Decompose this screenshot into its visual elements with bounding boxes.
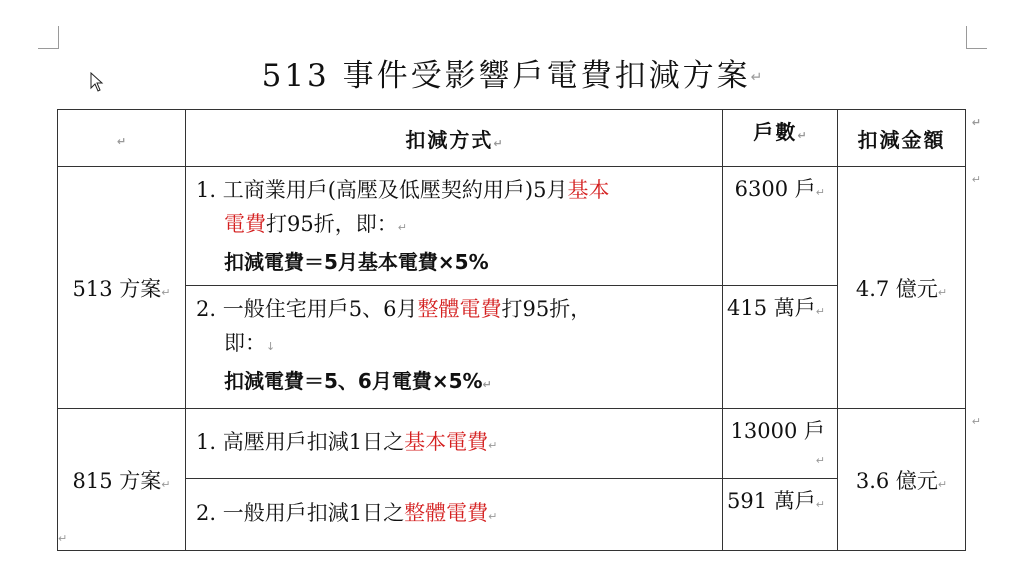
item-number: 2. xyxy=(196,297,217,321)
paragraph-mark-icon: ↵ xyxy=(971,173,981,186)
header-count-label: 戶數 xyxy=(753,120,798,144)
method-line xyxy=(196,326,722,364)
paragraph-mark-icon: ↵ xyxy=(482,378,492,391)
household-count: 415 萬戶 xyxy=(727,296,816,320)
method-text: 打95折，即： xyxy=(266,212,398,236)
method-text: 高壓用戶扣減1日之 xyxy=(222,429,405,454)
table-row xyxy=(58,409,966,479)
document-title xyxy=(0,50,1024,95)
count-cell xyxy=(723,286,838,409)
paragraph-mark-icon: ↵ xyxy=(397,221,407,234)
line-break-icon: ↓ xyxy=(266,340,276,353)
household-count: 591 萬戶 xyxy=(727,489,816,513)
plan-name: 815 方案 xyxy=(72,468,162,493)
method-text: 一般住宅用戶5、6月 xyxy=(222,297,418,321)
formula-line xyxy=(196,245,722,279)
paragraph-mark-icon: ↵ xyxy=(971,116,981,129)
header-method-label: 扣減方式 xyxy=(405,127,494,152)
crop-mark-top-left xyxy=(38,26,59,49)
count-cell xyxy=(723,167,838,286)
formula-text: 扣減電費＝5月基本電費×5% xyxy=(224,250,489,274)
amount-cell xyxy=(838,167,981,409)
method-line xyxy=(196,496,722,534)
plan-table xyxy=(57,109,981,551)
paragraph-mark-icon: ↵ xyxy=(488,509,498,523)
formula-line xyxy=(196,364,722,402)
highlight-text: 整體電費 xyxy=(404,500,489,525)
count-cell xyxy=(723,409,838,479)
paragraph-mark-icon: ↵ xyxy=(58,532,68,545)
highlight-text: 基本電費 xyxy=(404,429,489,454)
paragraph-mark-icon: ↵ xyxy=(493,136,503,150)
method-text: 一般用戶扣減1日之 xyxy=(222,500,405,525)
amount-cell xyxy=(838,409,981,551)
plan-name-cell xyxy=(58,167,186,409)
paragraph-mark-icon: ↵ xyxy=(815,305,825,318)
paragraph-mark-icon: ↵ xyxy=(161,477,171,491)
header-blank xyxy=(58,110,186,167)
paragraph-mark-icon: ↵ xyxy=(116,135,127,148)
formula-text: 扣減電費＝5、6月電費×5% xyxy=(224,369,483,393)
method-text: 工商業用戶(高壓及低壓契約用戶)5月 xyxy=(222,178,568,202)
method-line xyxy=(196,292,722,326)
header-amount-label: 扣減金額 xyxy=(857,127,946,152)
paragraph-mark-icon: ↵ xyxy=(815,454,825,467)
method-cell xyxy=(186,479,723,551)
count-cell xyxy=(723,479,838,551)
item-number: 2. xyxy=(196,500,217,525)
highlight-text: 電費 xyxy=(224,212,266,236)
method-line xyxy=(196,173,722,207)
header-amount xyxy=(838,110,981,167)
header-count xyxy=(723,110,838,167)
method-text: 打95折， xyxy=(501,297,592,321)
paragraph-mark-icon: ↵ xyxy=(797,129,807,142)
method-line xyxy=(196,425,722,463)
crop-mark-top-right xyxy=(966,26,987,49)
household-count: 6300 戶 xyxy=(734,177,816,201)
paragraph-mark-icon: ↵ xyxy=(937,285,948,299)
table-row xyxy=(58,286,966,409)
table-row xyxy=(58,479,966,551)
item-number: 1. xyxy=(196,178,217,202)
method-cell xyxy=(186,286,723,409)
highlight-text: 整體電費 xyxy=(417,297,502,321)
method-cell xyxy=(186,167,723,286)
paragraph-mark-icon: ↵ xyxy=(488,438,498,452)
paragraph-mark-icon: ↵ xyxy=(937,477,948,491)
table-row xyxy=(58,167,966,286)
method-text: 即： xyxy=(224,331,266,355)
highlight-text: 基本 xyxy=(567,178,610,202)
deduction-amount: 4.7 億元 xyxy=(855,276,938,301)
method-cell xyxy=(186,409,723,479)
item-number: 1. xyxy=(196,429,217,454)
plan-name-cell xyxy=(58,409,186,551)
plan-name: 513 方案 xyxy=(72,276,162,301)
paragraph-mark-icon: ↵ xyxy=(750,69,763,86)
paragraph-mark-icon: ↵ xyxy=(971,415,981,428)
header-row xyxy=(58,110,966,167)
paragraph-mark-icon: ↵ xyxy=(161,285,171,299)
method-line xyxy=(196,207,722,245)
household-count: 13000 戶 xyxy=(730,419,825,443)
paragraph-mark-icon: ↵ xyxy=(815,186,825,199)
deduction-amount: 3.6 億元 xyxy=(855,468,938,493)
paragraph-mark-icon: ↵ xyxy=(815,498,825,511)
header-method xyxy=(186,110,723,167)
title-text: 513 事件受影響戶電費扣減方案 xyxy=(261,58,751,94)
